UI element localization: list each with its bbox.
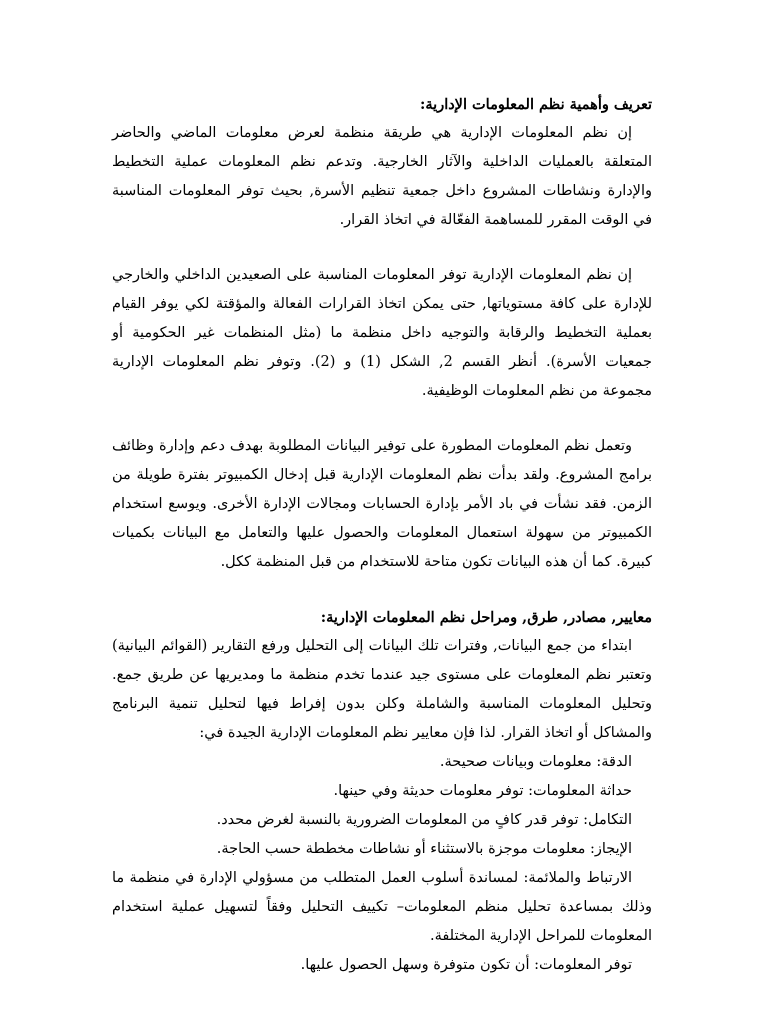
paragraph-gap bbox=[112, 577, 652, 603]
section-heading-definition: تعريف وأهمية نظم المعلومات الإدارية: bbox=[420, 96, 652, 113]
criteria-item-timeliness: حداثة المعلومات: توفر معلومات حديثة وفي حينها. bbox=[333, 783, 632, 799]
paragraph-relevance: الارتباط والملائمة: لمساندة أسلوب العمل المتطلب من مسؤولي الإدارة في منظمة ما وذلك بمساعدة تحليل منظم المعلومات– تكييف التحليل وفقاً لتسهيل عملية استخدام المعلومات للمراحل الإدارية المختلفة. bbox=[112, 870, 652, 944]
criteria-item-accuracy: الدقة: معلومات وبيانات صحيحة. bbox=[439, 754, 632, 770]
section-heading-criteria: معايير, مصادر, طرق, ومراحل نظم المعلومات الإدارية: bbox=[320, 609, 652, 626]
paragraph-gap bbox=[112, 235, 652, 261]
paragraph-developed-systems: وتعمل نظم المعلومات المطورة على توفير البيانات المطلوبة بهدف دعم وإدارة وظائف برامج المشروع. ولقد بدأت نظم المعلومات الإدارية قبل إدخال الكمبيوتر بفترة طويلة من الزمن. فقد نشأت في باد الأمر بإدارة الحسابات ومجالات الإدارة الأخرى. ويوسع استخدام الكمبيوتر من سهولة استعمال المعلومات والحصول عليها والتعامل مع البيانات بكميات كبيرة. كما أن هذه البيانات تكون متاحة للاستخدام من قبل المنظمة ككل. bbox=[112, 438, 652, 570]
criteria-item-availability: توفر المعلومات: أن تكون متوفرة وسهل الحصول عليها. bbox=[300, 957, 632, 973]
paragraph-gap bbox=[112, 406, 652, 432]
paragraph-mis-provides: إن نظم المعلومات الإدارية توفر المعلومات المناسبة على الصعيدين الداخلي والخارجي للإدارة على كافة مستوياتها, حتى يمكن اتخاذ القرارات الفعالة والمؤقتة لكي يوفر القيام بعملية التخطيط والرقابة والتوجيه داخل منظمة ما (مثل المنظمات غير الحكومية أو جمعيات الأسرة). أنظر القسم 2, الشكل (1) و (2). وتوفر نظم المعلومات الإدارية مجموعة من نظم المعلومات الوظيفية. bbox=[112, 267, 653, 399]
paragraph-data-collection: ابتداء من جمع البيانات, وفترات تلك البيانات إلى التحليل ورفع التقارير (القوائم البيانية) وتعتبر نظم المعلومات على مستوى جيد عندما تخدم منظمة ما ومديريها عن طريق جمع. وتحليل المعلومات المناسبة والشاملة وكلن بدون إفراط فيها لتحليل تنمية البرنامج والمشاكل أو اتخاذ القرار. لذا فإن معايير نظم المعلومات الإدارية الجيدة في: bbox=[112, 638, 652, 741]
criteria-item-conciseness: الإيجاز: معلومات موجزة بالاستثناء أو نشاطات مخططة حسب الحاجة. bbox=[216, 841, 632, 857]
document-page bbox=[112, 90, 652, 980]
paragraph-definition: إن نظم المعلومات الإدارية هي طريقة منظمة لعرض معلومات الماضي والحاضر المتعلقة بالعمليات الداخلية والآثار الخارجية. وتدعم نظم المعلومات عملية التخطيط والإدارة ونشاطات المشروع داخل جمعية تنظيم الأسرة, بحيث توفر المعلومات المناسبة في الوقت المقرر للمساهمة الفعّالة في اتخاذ القرار. bbox=[112, 125, 652, 228]
criteria-item-completeness: التكامل: توفر قدر كافٍ من المعلومات الضرورية بالنسبة لغرض محدد. bbox=[216, 812, 632, 828]
